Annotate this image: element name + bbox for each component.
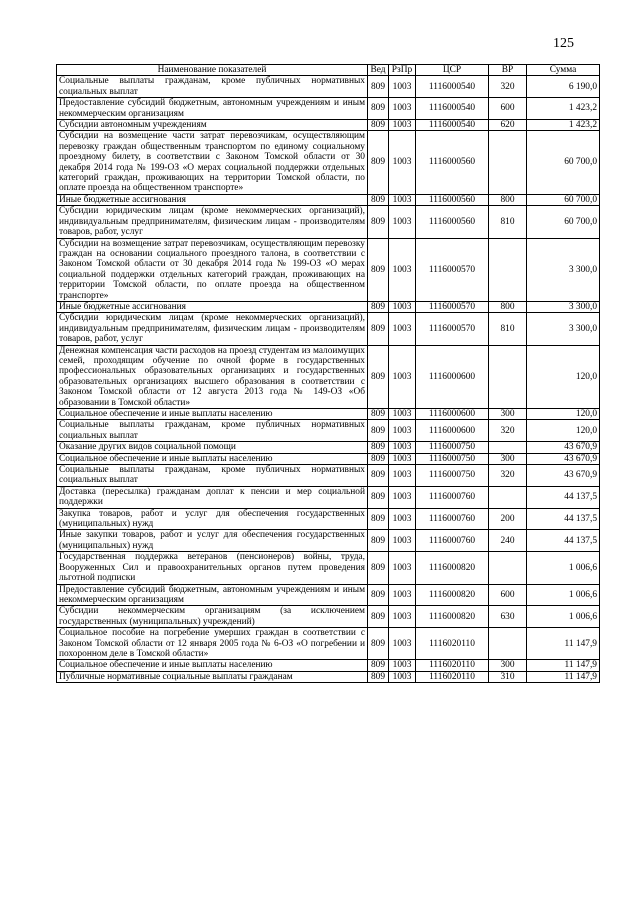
row-name: Социальное обеспечение и иные выплаты населению <box>57 660 368 671</box>
row-csr: 1116000540 <box>416 120 489 131</box>
row-csr: 1116000600 <box>416 420 489 442</box>
row-vr: 240 <box>489 530 527 552</box>
row-rzpr: 1003 <box>389 660 416 671</box>
row-ved: 809 <box>368 606 389 628</box>
row-vr: 810 <box>489 313 527 345</box>
row-sum: 6 190,0 <box>527 76 600 98</box>
row-name: Иные закупки товаров, работ и услуг для обеспечения государственных (муниципальных) нужд <box>57 530 368 552</box>
table-row <box>57 301 600 312</box>
row-rzpr: 1003 <box>389 442 416 453</box>
table-row <box>57 660 600 671</box>
table-row <box>57 194 600 205</box>
row-csr: 1116000560 <box>416 206 489 238</box>
row-name: Социальные выплаты гражданам, кроме публичных нормативных социальных выплат <box>57 465 368 487</box>
row-name: Социальное пособие на погребение умерших граждан в соответствии с Законом Томской области от 12 января 2005 года № 6-ОЗ «О погребении и похоронном деле в Томской области» <box>57 628 368 660</box>
row-ved: 809 <box>368 628 389 660</box>
row-vr <box>489 628 527 660</box>
row-ved: 809 <box>368 98 389 120</box>
row-csr: 1116000750 <box>416 453 489 464</box>
row-ved: 809 <box>368 194 389 205</box>
row-csr: 1116020110 <box>416 660 489 671</box>
row-vr: 630 <box>489 606 527 628</box>
row-rzpr: 1003 <box>389 606 416 628</box>
row-rzpr: 1003 <box>389 628 416 660</box>
row-sum: 1 006,6 <box>527 584 600 606</box>
table-row <box>57 345 600 408</box>
row-name: Социальное обеспечение и иные выплаты населению <box>57 409 368 420</box>
row-csr: 1116000560 <box>416 194 489 205</box>
row-csr: 1116000600 <box>416 345 489 408</box>
row-vr <box>489 238 527 301</box>
header-ved: Вед <box>368 65 389 76</box>
row-sum: 120,0 <box>527 345 600 408</box>
row-vr: 320 <box>489 420 527 442</box>
row-name: Государственная поддержка ветеранов (пенсионеров) войны, труда, Вооруженных Сил и правоохранительных органов путем проведения льготной подписки <box>57 552 368 584</box>
row-name: Иные бюджетные ассигнования <box>57 194 368 205</box>
row-ved: 809 <box>368 530 389 552</box>
row-vr: 600 <box>489 98 527 120</box>
row-csr: 1116000750 <box>416 442 489 453</box>
row-name: Денежная компенсация части расходов на проезд студентам из малоимущих семей, проходящим обучение по очной форме в государственных профессиональных образовательных организациях и государственных образовательных организациях высшего образования в соответствии с Законом Томской области от 12 августа 2013 года № 149-ОЗ «Об образовании в Томской области» <box>57 345 368 408</box>
header-sum: Сумма <box>527 65 600 76</box>
row-ved: 809 <box>368 552 389 584</box>
row-vr <box>489 486 527 508</box>
row-ved: 809 <box>368 660 389 671</box>
header-rzpr: РзПр <box>389 65 416 76</box>
row-vr <box>489 131 527 194</box>
row-name: Предоставление субсидий бюджетным, автономным учреждениям и иным некоммерческим организациям <box>57 98 368 120</box>
row-rzpr: 1003 <box>389 301 416 312</box>
table-row <box>57 606 600 628</box>
table-row <box>57 453 600 464</box>
row-rzpr: 1003 <box>389 120 416 131</box>
row-ved: 809 <box>368 301 389 312</box>
row-csr: 1116000560 <box>416 131 489 194</box>
page-number: 125 <box>553 36 574 51</box>
table-row <box>57 584 600 606</box>
row-csr: 1116000570 <box>416 238 489 301</box>
row-csr: 1116000540 <box>416 76 489 98</box>
row-sum: 44 137,5 <box>527 486 600 508</box>
row-sum: 44 137,5 <box>527 508 600 530</box>
row-rzpr: 1003 <box>389 420 416 442</box>
table-row <box>57 442 600 453</box>
row-sum: 1 006,6 <box>527 606 600 628</box>
row-sum: 120,0 <box>527 409 600 420</box>
row-ved: 809 <box>368 465 389 487</box>
row-csr: 1116000820 <box>416 584 489 606</box>
row-sum: 120,0 <box>527 420 600 442</box>
row-sum: 11 147,9 <box>527 671 600 682</box>
row-vr: 300 <box>489 453 527 464</box>
row-vr <box>489 442 527 453</box>
row-vr: 800 <box>489 301 527 312</box>
row-sum: 60 700,0 <box>527 194 600 205</box>
table-row <box>57 465 600 487</box>
row-ved: 809 <box>368 120 389 131</box>
row-ved: 809 <box>368 313 389 345</box>
row-sum: 43 670,9 <box>527 465 600 487</box>
table-row <box>57 206 600 238</box>
header-csr: ЦСР <box>416 65 489 76</box>
row-rzpr: 1003 <box>389 530 416 552</box>
row-sum: 44 137,5 <box>527 530 600 552</box>
row-name: Социальное обеспечение и иные выплаты населению <box>57 453 368 464</box>
table-row <box>57 420 600 442</box>
row-rzpr: 1003 <box>389 552 416 584</box>
row-ved: 809 <box>368 238 389 301</box>
table-row <box>57 530 600 552</box>
row-csr: 1116000760 <box>416 508 489 530</box>
row-csr: 1116000760 <box>416 530 489 552</box>
row-ved: 809 <box>368 131 389 194</box>
row-ved: 809 <box>368 508 389 530</box>
row-sum: 3 300,0 <box>527 313 600 345</box>
table-body <box>57 76 600 683</box>
row-rzpr: 1003 <box>389 584 416 606</box>
row-ved: 809 <box>368 453 389 464</box>
row-csr: 1116020110 <box>416 671 489 682</box>
row-vr: 800 <box>489 194 527 205</box>
row-vr <box>489 552 527 584</box>
row-csr: 1116000820 <box>416 606 489 628</box>
row-sum: 1 423,2 <box>527 120 600 131</box>
row-name: Иные бюджетные ассигнования <box>57 301 368 312</box>
row-vr: 300 <box>489 409 527 420</box>
row-vr: 600 <box>489 584 527 606</box>
header-vr: ВР <box>489 65 527 76</box>
row-csr: 1116020110 <box>416 628 489 660</box>
budget-table <box>56 64 600 683</box>
row-rzpr: 1003 <box>389 131 416 194</box>
row-sum: 11 147,9 <box>527 628 600 660</box>
table-row <box>57 120 600 131</box>
row-vr: 620 <box>489 120 527 131</box>
row-sum: 11 147,9 <box>527 660 600 671</box>
row-rzpr: 1003 <box>389 486 416 508</box>
row-ved: 809 <box>368 76 389 98</box>
row-name: Субсидии автономным учреждениям <box>57 120 368 131</box>
header-name: Наименование показателей <box>57 65 368 76</box>
row-ved: 809 <box>368 206 389 238</box>
row-ved: 809 <box>368 584 389 606</box>
row-csr: 1116000600 <box>416 409 489 420</box>
row-csr: 1116000760 <box>416 486 489 508</box>
row-name: Социальные выплаты гражданам, кроме публичных нормативных социальных выплат <box>57 76 368 98</box>
table-row <box>57 98 600 120</box>
table-row <box>57 76 600 98</box>
row-name: Закупка товаров, работ и услуг для обеспечения государственных (муниципальных) нужд <box>57 508 368 530</box>
table-row <box>57 508 600 530</box>
row-rzpr: 1003 <box>389 194 416 205</box>
row-vr: 310 <box>489 671 527 682</box>
row-rzpr: 1003 <box>389 345 416 408</box>
table-row <box>57 131 600 194</box>
row-rzpr: 1003 <box>389 98 416 120</box>
table-row <box>57 238 600 301</box>
row-csr: 1116000820 <box>416 552 489 584</box>
row-vr: 320 <box>489 76 527 98</box>
row-sum: 3 300,0 <box>527 301 600 312</box>
row-rzpr: 1003 <box>389 313 416 345</box>
row-sum: 60 700,0 <box>527 131 600 194</box>
table-header-row <box>57 65 600 76</box>
row-name: Предоставление субсидий бюджетным, автономным учреждениям и иным некоммерческим организациям <box>57 584 368 606</box>
row-name: Субсидии юридическим лицам (кроме некоммерческих организаций), индивидуальным предпринимателям, физическим лицам - производителям товаров, работ, услуг <box>57 206 368 238</box>
table-row <box>57 552 600 584</box>
row-rzpr: 1003 <box>389 465 416 487</box>
table-row <box>57 486 600 508</box>
row-vr: 200 <box>489 508 527 530</box>
row-vr <box>489 345 527 408</box>
row-csr: 1116000570 <box>416 301 489 312</box>
row-sum: 3 300,0 <box>527 238 600 301</box>
row-vr: 300 <box>489 660 527 671</box>
row-csr: 1116000570 <box>416 313 489 345</box>
table-row <box>57 671 600 682</box>
row-name: Субсидии на возмещение затрат перевозчикам, осуществляющим перевозку граждан на основании социального проездного талона, в соответствии с Законом Томской области от 30 декабря 2014 года № 199-ОЗ «О мерах социальной поддержки отдельных категорий граждан, проживающих на территории Томской области, по оплате проезда на общественном транспорте» <box>57 238 368 301</box>
row-sum: 43 670,9 <box>527 453 600 464</box>
row-name: Доставка (пересылка) гражданам доплат к пенсии и мер социальной поддержки <box>57 486 368 508</box>
row-csr: 1116000540 <box>416 98 489 120</box>
row-ved: 809 <box>368 671 389 682</box>
row-rzpr: 1003 <box>389 453 416 464</box>
row-rzpr: 1003 <box>389 671 416 682</box>
row-ved: 809 <box>368 409 389 420</box>
row-name: Публичные нормативные социальные выплаты гражданам <box>57 671 368 682</box>
row-name: Социальные выплаты гражданам, кроме публичных нормативных социальных выплат <box>57 420 368 442</box>
row-rzpr: 1003 <box>389 238 416 301</box>
row-rzpr: 1003 <box>389 409 416 420</box>
row-csr: 1116000750 <box>416 465 489 487</box>
row-name: Оказание других видов социальной помощи <box>57 442 368 453</box>
row-name: Субсидии некоммерческим организациям (за исключением государственных (муниципальных) учреждений) <box>57 606 368 628</box>
row-name: Субсидии юридическим лицам (кроме некоммерческих организаций), индивидуальным предпринимателям, физическим лицам - производителям товаров, работ, услуг <box>57 313 368 345</box>
row-ved: 809 <box>368 442 389 453</box>
row-name: Субсидии на возмещение части затрат перевозчикам, осуществляющим перевозку граждан общественным транспортом по единому социальному проездному билету, в соответствии с Законом Томской области от 30 декабря 2014 года № 199-ОЗ «О мерах социальной поддержки отдельных категорий граждан, проживающих на территории Томской области, по оплате проезда на общественном транспорте» <box>57 131 368 194</box>
row-sum: 1 423,2 <box>527 98 600 120</box>
row-sum: 1 006,6 <box>527 552 600 584</box>
table-row <box>57 409 600 420</box>
row-rzpr: 1003 <box>389 76 416 98</box>
row-vr: 810 <box>489 206 527 238</box>
row-ved: 809 <box>368 486 389 508</box>
row-sum: 43 670,9 <box>527 442 600 453</box>
row-vr: 320 <box>489 465 527 487</box>
row-rzpr: 1003 <box>389 508 416 530</box>
table-row <box>57 628 600 660</box>
row-rzpr: 1003 <box>389 206 416 238</box>
row-sum: 60 700,0 <box>527 206 600 238</box>
table-row <box>57 313 600 345</box>
row-ved: 809 <box>368 345 389 408</box>
row-ved: 809 <box>368 420 389 442</box>
